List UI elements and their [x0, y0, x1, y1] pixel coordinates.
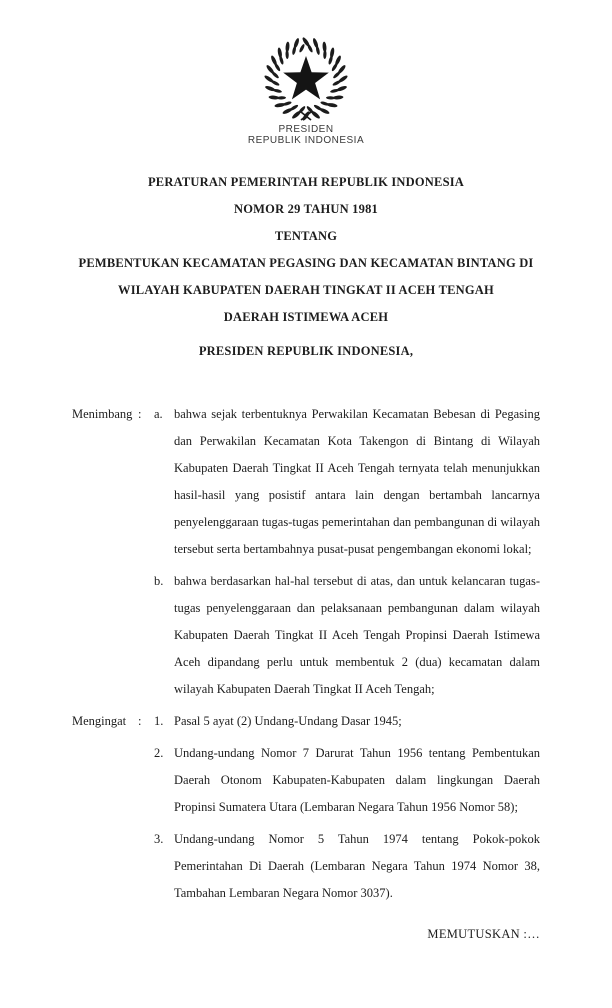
item-marker-3: 3. [154, 832, 164, 846]
title-line-5: WILAYAH KABUPATEN DAERAH TINGKAT II ACEH TENGAH [118, 283, 494, 297]
item-text-menimbang-b: bahwa berdasarkan hal-hal tersebut di atas, dan untuk kelancaran tugas-tugas penyelenggaraan dan pelaksanaan pembangunan dalam wilayah Kabupaten Daerah Tingkat II Aceh Tengah Propinsi Daerah Istimewa Aceh dipandang perlu untuk membentuk 2 (dua) kecamatan dalam wilayah Kabupaten Daerah Tingkat II Aceh Tengah; [174, 574, 540, 696]
clause-colon: : [138, 407, 142, 421]
clause-mengingat-item-3 [72, 826, 540, 907]
clause-label-spacer [72, 740, 138, 821]
clauses-section [72, 401, 540, 907]
item-marker-1: 1. [154, 714, 164, 728]
title-line-3: TENTANG [274, 229, 338, 243]
title-line-2: NOMOR 29 TAHUN 1981 [234, 202, 378, 216]
seal-caption-presiden: PRESIDEN [278, 124, 334, 135]
salutation: PRESIDEN REPUBLIK INDONESIA, [198, 344, 414, 358]
clause-menimbang-item-b [72, 568, 540, 703]
item-marker-2: 2. [154, 746, 164, 760]
title-line-4: PEMBENTUKAN KECAMATAN PEGASING DAN KECAMATAN BINTANG DI [78, 256, 534, 270]
clause-label-menimbang: Menimbang [72, 407, 133, 421]
document-title [72, 169, 540, 331]
clause-colon-spacer [138, 568, 154, 703]
clause-colon: : [138, 714, 142, 728]
item-text-mengingat-3: Undang-undang Nomor 5 Tahun 1974 tentang Pokok-pokok Pemerintahan Di Daerah (Lembaran Negara Tahun 1974 Nomor 38, Tambahan Lembaran Negara Nomor 3037). [174, 832, 540, 900]
clause-label-spacer [72, 826, 138, 907]
item-text-mengingat-2: Undang-undang Nomor 7 Darurat Tahun 1956 tentang Pembentukan Daerah Otonom Kabupaten-Kabupaten dalam lingkungan Daerah Propinsi Sumatera Utara (Lembaran Negara Tahun 1956 Nomor 58); [174, 746, 540, 814]
seal-caption [72, 124, 540, 146]
title-line-6: DAERAH ISTIMEWA ACEH [223, 310, 389, 324]
item-marker-b: b. [154, 574, 164, 588]
clause-colon-spacer [138, 826, 154, 907]
star-icon [283, 56, 329, 99]
presidential-star-wreath-seal-icon [262, 36, 350, 122]
clause-mengingat-item-2 [72, 740, 540, 821]
clause-label-mengingat: Mengingat [72, 714, 127, 728]
memutuskan-catchword: MEMUTUSKAN :… [427, 927, 540, 941]
clause-colon-spacer [138, 740, 154, 821]
clause-menimbang-item-a [72, 401, 540, 563]
clause-label-spacer [72, 568, 138, 703]
clause-mengingat-item-1 [72, 708, 540, 735]
title-line-1: PERATURAN PEMERINTAH REPUBLIK INDONESIA [147, 175, 465, 189]
item-text-mengingat-1: Pasal 5 ayat (2) Undang-Undang Dasar 1945; [174, 714, 402, 728]
seal-caption-republik-indonesia: REPUBLIK INDONESIA [247, 135, 365, 146]
item-marker-a: a. [154, 407, 163, 421]
item-text-menimbang-a: bahwa sejak terbentuknya Perwakilan Kecamatan Bebesan di Pegasing dan Perwakilan Kecamatan Kota Takengon di Bintang di Wilayah Kabupaten Daerah Tingkat II Aceh Tengah ternyata telah menunjukkan hasil-hasil yang posistif antara lain dengan bertambah lancarnya penyelenggaraan tugas-tugas pemerintahan dan pembangunan di wilayah tersebut serta bertambahnya pusat-pusat pengembangan ekonomi lokal; [174, 407, 540, 556]
